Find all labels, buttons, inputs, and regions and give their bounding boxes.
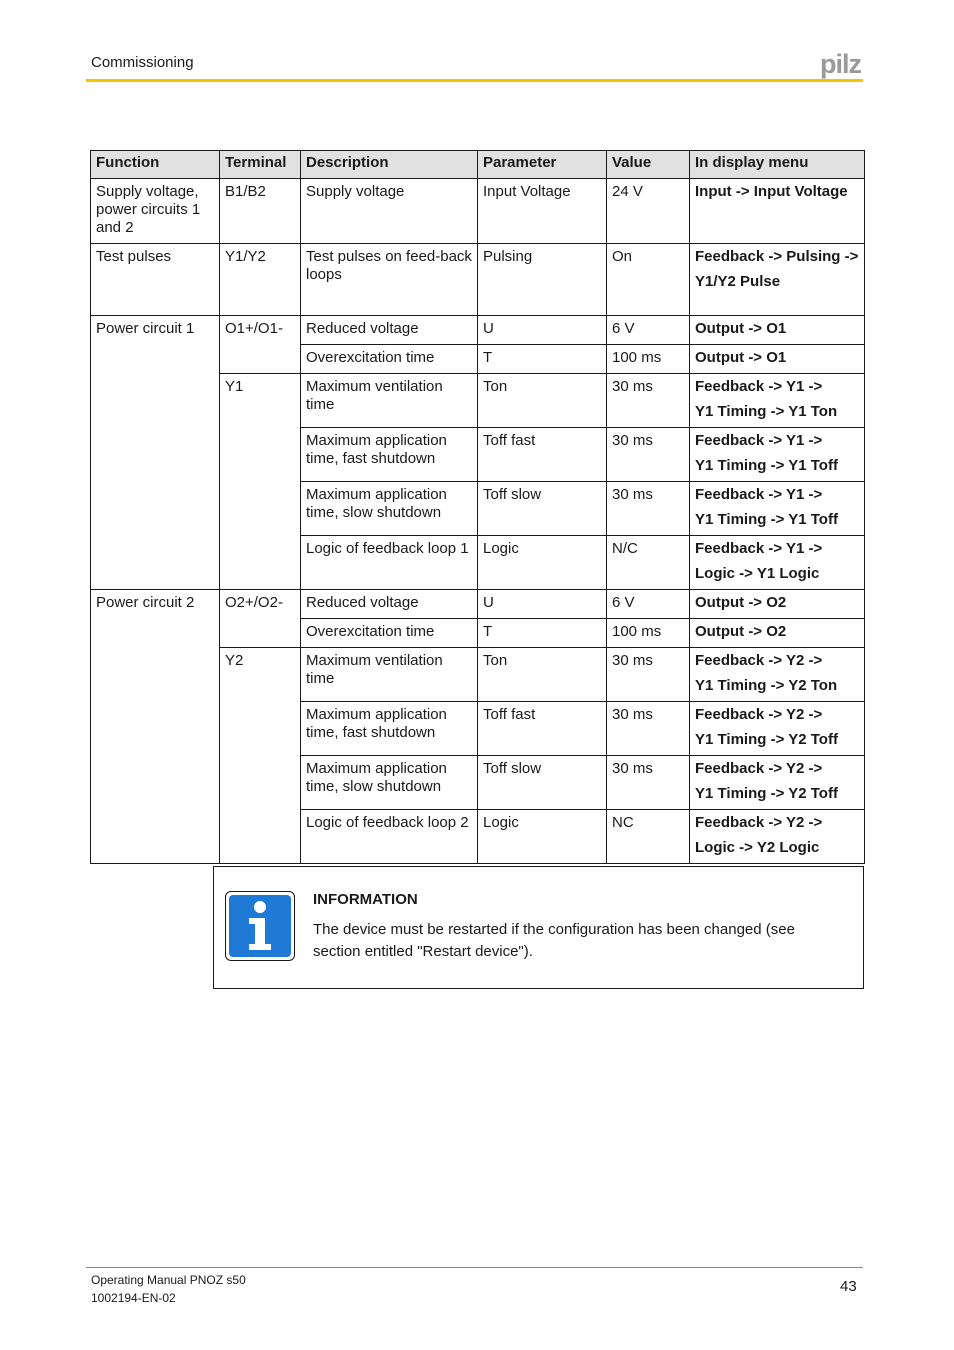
information-heading: INFORMATION <box>313 891 418 908</box>
parameter-cell: Toff slow <box>478 756 607 810</box>
column-header-function: Function <box>91 151 220 179</box>
column-header-terminal: Terminal <box>220 151 301 179</box>
menu-path-continued: Y1 Timing -> Y2 Toff <box>695 731 838 748</box>
parameter-cell: U <box>478 590 607 619</box>
menu-path-continued: Y1/Y2 Pulse <box>695 273 781 290</box>
column-header-value: Value <box>607 151 690 179</box>
info-icon-background <box>229 895 291 957</box>
menu-path: Feedback -> Y1 -> <box>695 432 823 449</box>
value-cell: NC <box>607 810 690 864</box>
parameter-cell: Ton <box>478 374 607 428</box>
display-menu-cell <box>690 810 865 864</box>
header-divider <box>86 79 863 82</box>
terminal-cell: O2+/O2- <box>220 590 301 648</box>
menu-path-continued: Logic -> Y1 Logic <box>695 565 820 582</box>
function-cell: Power circuit 2 <box>91 590 220 864</box>
menu-path: Feedback -> Y2 -> <box>695 760 823 777</box>
description-cell: Logic of feedback loop 1 <box>301 536 478 590</box>
table-row <box>91 179 865 244</box>
info-icon <box>225 891 295 961</box>
terminal-cell: Y1 <box>220 374 301 590</box>
value-cell: 6 V <box>607 316 690 345</box>
display-menu-cell <box>690 590 865 619</box>
description-cell: Reduced voltage <box>301 590 478 619</box>
terminal-cell: Y2 <box>220 648 301 864</box>
function-cell: Test pulses <box>91 244 220 316</box>
description-cell: Overexcitation time <box>301 345 478 374</box>
menu-path-continued: Y1 Timing -> Y1 Toff <box>695 511 838 528</box>
description-cell: Test pulses on feed-back loops <box>301 244 478 316</box>
value-cell: 30 ms <box>607 374 690 428</box>
column-header-parameter: Parameter <box>478 151 607 179</box>
page-number: 43 <box>840 1278 857 1295</box>
display-menu-cell <box>690 619 865 648</box>
display-menu-cell <box>690 428 865 482</box>
description-cell: Maximum application time, fast shutdown <box>301 702 478 756</box>
description-cell: Logic of feedback loop 2 <box>301 810 478 864</box>
value-cell: 30 ms <box>607 756 690 810</box>
menu-path: Feedback -> Y1 -> <box>695 378 823 395</box>
configuration-table <box>90 150 865 864</box>
value-cell: 30 ms <box>607 648 690 702</box>
description-cell: Overexcitation time <box>301 619 478 648</box>
display-menu-cell <box>690 345 865 374</box>
value-cell: 30 ms <box>607 702 690 756</box>
menu-path: Output -> O1 <box>695 320 787 337</box>
parameter-cell: U <box>478 316 607 345</box>
menu-path-continued: Y1 Timing -> Y1 Ton <box>695 403 838 420</box>
display-menu-cell <box>690 179 865 244</box>
value-cell: N/C <box>607 536 690 590</box>
parameter-cell: Logic <box>478 810 607 864</box>
terminal-cell: B1/B2 <box>220 179 301 244</box>
parameter-cell: Logic <box>478 536 607 590</box>
footer-manual-title: Operating Manual PNOZ s50 <box>91 1273 246 1287</box>
menu-path: Feedback -> Y2 -> <box>695 814 823 831</box>
information-box <box>213 866 864 989</box>
menu-path-continued: Y1 Timing -> Y2 Toff <box>695 785 838 802</box>
terminal-cell: Y1/Y2 <box>220 244 301 316</box>
description-cell: Maximum application time, slow shutdown <box>301 756 478 810</box>
description-cell: Maximum ventilation time <box>301 374 478 428</box>
menu-path: Input -> Input Voltage <box>695 183 848 200</box>
info-glyph <box>229 895 291 957</box>
parameter-cell: Ton <box>478 648 607 702</box>
value-cell: 30 ms <box>607 428 690 482</box>
value-cell: 30 ms <box>607 482 690 536</box>
display-menu-cell <box>690 374 865 428</box>
display-menu-cell <box>690 482 865 536</box>
parameter-cell: T <box>478 619 607 648</box>
page-header-title: Commissioning <box>91 54 194 71</box>
value-cell: 6 V <box>607 590 690 619</box>
parameter-cell: Toff fast <box>478 428 607 482</box>
terminal-cell: O1+/O1- <box>220 316 301 374</box>
information-text: The device must be restarted if the configuration has been changed (see section entitled "Restart device"). <box>313 921 795 960</box>
menu-path: Output -> O2 <box>695 623 787 640</box>
display-menu-cell <box>690 316 865 345</box>
table-row <box>91 316 865 345</box>
menu-path-continued: Logic -> Y2 Logic <box>695 839 820 856</box>
function-cell: Supply voltage, power circuits 1 and 2 <box>91 179 220 244</box>
menu-path: Feedback -> Y2 -> <box>695 706 823 723</box>
display-menu-cell <box>690 244 865 316</box>
value-cell: 24 V <box>607 179 690 244</box>
table-row <box>91 590 865 619</box>
display-menu-cell <box>690 756 865 810</box>
display-menu-cell <box>690 702 865 756</box>
menu-path: Feedback -> Y2 -> <box>695 652 823 669</box>
description-cell: Maximum ventilation time <box>301 648 478 702</box>
footer-divider <box>86 1267 863 1268</box>
menu-path: Feedback -> Y1 -> <box>695 540 823 557</box>
function-cell: Power circuit 1 <box>91 316 220 590</box>
footer-document-number: 1002194-EN-02 <box>91 1291 176 1305</box>
table-header-row <box>91 151 865 179</box>
column-header-display-menu: In display menu <box>690 151 865 179</box>
menu-path: Feedback -> Y1 -> <box>695 486 823 503</box>
value-cell: 100 ms <box>607 345 690 374</box>
menu-path: Output -> O2 <box>695 594 787 611</box>
value-cell: 100 ms <box>607 619 690 648</box>
description-cell: Supply voltage <box>301 179 478 244</box>
menu-path: Feedback -> Pulsing -> <box>695 248 859 265</box>
parameter-cell: Input Voltage <box>478 179 607 244</box>
parameter-cell: Toff fast <box>478 702 607 756</box>
pilz-logo: pilz <box>820 49 861 79</box>
display-menu-cell <box>690 536 865 590</box>
parameter-cell: T <box>478 345 607 374</box>
column-header-description: Description <box>301 151 478 179</box>
menu-path-continued: Y1 Timing -> Y1 Toff <box>695 457 838 474</box>
parameter-cell: Pulsing <box>478 244 607 316</box>
table-row <box>91 244 865 316</box>
parameter-cell: Toff slow <box>478 482 607 536</box>
display-menu-cell <box>690 648 865 702</box>
description-cell: Maximum application time, slow shutdown <box>301 482 478 536</box>
value-cell: On <box>607 244 690 316</box>
description-cell: Reduced voltage <box>301 316 478 345</box>
menu-path: Output -> O1 <box>695 349 787 366</box>
menu-path-continued: Y1 Timing -> Y2 Ton <box>695 677 838 694</box>
description-cell: Maximum application time, fast shutdown <box>301 428 478 482</box>
